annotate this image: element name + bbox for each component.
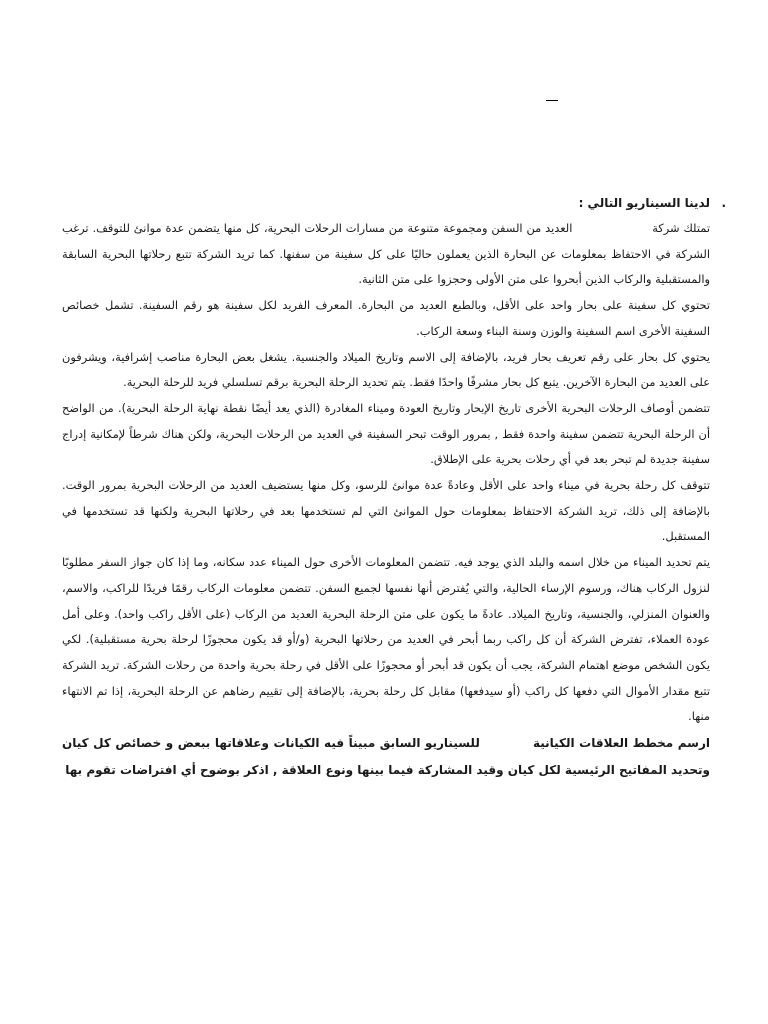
paragraph-ports-passengers: يتم تحديد الميناء من خلال اسمه والبلد الذي يوجد فيه. تتضمن المعلومات الأخرى حول الميناء عدد سكانه، وما إذا كان جواز السفر مطلوبًا لنزول الركاب هناك، ورسوم الإرساء الحالية، والتي يُفترض أنها نفسها لجميع السفن. تتضمن معلومات الركاب رقمًا فريدًا للراكب، والاسم، والعنوان المنزلي، والجنسية، وتاريخ الميلاد. عادةً ما يكون على متن الرحلة البحرية العديد من الركاب (على الأقل راكب واحد). وعلى أمل عودة العملاء، تفترض الشركة أن كل راكب ربما أبحر في العديد من رحلاتها البحرية (و/أو قد يكون محجوزًا لرحلة بحرية مستقبلية). لكي يكون الشخص موضع اهتمام الشركة، يجب أن يكون قد أبحر أو محجوزًا على الأقل في رحلة بحرية واحدة من رحلات الشركة. تريد الشركة تتبع مقدار الأموال التي دفعها كل راكب (أو سيدفعها) مقابل كل رحلة بحرية، بالإضافة إلى تقييم رضاهم عن الرحلة البحرية، إذا تم الانتهاء منها. [62, 555, 710, 724]
paragraph-company-rest: العديد من السفن ومجموعة متنوعة من مسارات الرحلات البحرية، كل منها يتضمن عدة موانئ للتوقف. ترغب الشركة في الاحتفاظ بمعلومات عن البحارة الذين يعملون حاليًا على كل سفينة من سفنها. كما تريد الشركة تتبع رحلاتها البحرية السابقة والمستقبلية والركاب الذين أبحروا على متن الأولى وحجزوا على متن الثانية. [62, 221, 710, 287]
scenario-heading [62, 190, 726, 216]
paragraph-ports-stops: تتوقف كل رحلة بحرية في ميناء واحد على الأقل وعادةً عدة موانئ للرسو، وكل منها يستضيف العديد من الرحلات البحرية بمرور الوقت. بالإضافة إلى ذلك، تريد الشركة الاحتفاظ بمعلومات حول الموانئ التي لم تستخدمها بعد في رحلاتها البحرية ولكنها قد تستخدمها في المستقبل. [62, 478, 710, 544]
paragraph-sailors: يحتوي كل بحار على رقم تعريف بحار فريد، بالإضافة إلى الاسم وتاريخ الميلاد والجنسية. يشغل بعض البحارة مناصب إشرافية، ويشرفون على العديد من البحارة الآخرين. يتبع كل بحار مشرفًا واحدًا فقط. يتم تحديد الرحلة البحرية برقم تسلسلي فريد للرحلة البحرية. [62, 349, 710, 390]
question-rest: للسيناريو السابق مبيناً فيه الكيانات وعلاقاتها ببعض و خصائص كل كيان وتحديد المفاتيح الرئيسية لكل كيان وقيد المشاركة فيما بينها ونوع العلاقة , اذكر بوضوح أي افتراضات تقوم بها [62, 736, 710, 777]
paragraph-company [62, 216, 710, 293]
top-dash-mark [546, 100, 558, 101]
document-body [62, 190, 726, 783]
paragraph-cruise-descriptions: تتضمن أوصاف الرحلات البحرية الأخرى تاريخ الإبحار وتاريخ العودة وميناء المغادرة (الذي يعد أيضًا نقطة نهاية الرحلة البحرية). من الواضح أن الرحلة البحرية تتضمن سفينة واحدة فقط , بمرور الوقت تبحر السفينة في العديد من الرحلات البحرية، ولكن هناك شرطاً لإمكانية إدراج سفينة جديدة لم تبحر بعد في أي رحلات بحرية على الإطلاق. [62, 400, 710, 467]
paragraph-ships: تحتوي كل سفينة على بحار واحد على الأقل، وبالطبع العديد من البحارة. المعرف الفريد لكل سفينة هو رقم السفينة. تشمل خصائص السفينة الأخرى اسم السفينة والوزن وسنة البناء وسعة الركاب. [62, 298, 710, 338]
heading-text: لدينا السيناريو التالي : [578, 196, 710, 210]
heading-bullet: . [721, 196, 726, 210]
question-text [62, 730, 710, 783]
paragraph-company-start: تمتلك شركة [652, 221, 711, 235]
question-start: ارسم مخطط العلاقات الكيانية [532, 736, 710, 751]
